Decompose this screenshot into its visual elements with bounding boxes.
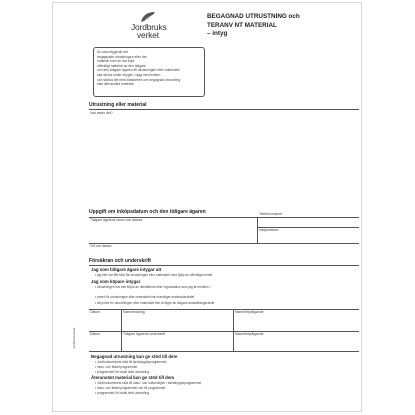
info-line-2: begagnade utrustningen eller det: [97, 54, 147, 59]
section-declaration-heading: Försäkran och underskrift: [89, 258, 151, 264]
previous-owner-label: Tidigare ägarens namn och adress: [90, 218, 143, 222]
info-line-6: ska skriva under intyget. Lägg med kvitton: [97, 72, 161, 77]
info-box: [93, 47, 205, 97]
phone-label: Telefonnummer: [259, 212, 283, 216]
divider: [89, 265, 359, 266]
sig1-signature-label: Namnteckning: [123, 310, 145, 314]
equipment-field[interactable]: [89, 115, 359, 205]
seller-bullet-1: • jag inte har fått stöd för utrustningen eller materialet med hjälp av offentliga medel: [95, 273, 213, 277]
buyer-declaration-heading: Jag som köpare intygar: [91, 279, 141, 284]
sig2-name-label: Namnförtydligande: [235, 332, 264, 336]
equipment-support-bullet-1: • Jordbruksverkets stöd till landsbygdsprogrammet,: [95, 360, 168, 364]
previous-owner-field[interactable]: [89, 222, 256, 242]
material-support-heading: Återanvänt material kan ge stöd till dem: [91, 375, 175, 380]
material-support-bullet-3: • programmet för lokalt ledd utveckling.: [95, 391, 150, 395]
equipment-field-label: Vad avser det?: [90, 111, 113, 115]
info-line-3: material som du har köpt: [97, 59, 135, 64]
buyer-bullet-2: • priset för utrustningen eller materialet inte överstiger marknadsvärdet: [95, 295, 195, 299]
equipment-support-bullet-2: • havs- och fiskeriprogrammet: [95, 365, 138, 369]
sig1-date-label: Datum: [90, 310, 100, 314]
form-page: [52, 2, 362, 412]
title-line-1: BEGAGNAD UTRUSTNING och: [207, 13, 300, 20]
material-support-bullet-2: • havs- och fiskeriprogrammet och till programmet: [95, 386, 166, 390]
buyer-bullet-3: • att priset för utrustningen eller materialet inte är lägre än tidigare anskaffningsvärde: [95, 301, 215, 305]
divider: [89, 109, 359, 110]
title-line-2: TERANV NT MATERIAL: [207, 21, 277, 29]
sig1-name-label: Namnförtydligande: [235, 310, 264, 314]
logo: [131, 11, 193, 39]
equipment-support-heading: Begagnad utrustning kan ge stöd till dem: [91, 354, 178, 359]
place-date-label: Ort och datum: [90, 244, 112, 248]
sig2-signature-label: Tidigare ägarens underskrift: [123, 332, 166, 336]
logo-line2: verket: [137, 30, 159, 40]
buyer-bullet-1: • utrustningen har inte köpts av närstående eller organisation som jag är medlem i: [95, 285, 211, 289]
purchase-date-field[interactable]: [258, 232, 358, 242]
buyer-signature-field[interactable]: [89, 314, 359, 330]
divider: [89, 243, 359, 244]
info-line-7: och skicka det med blanketten om begagnad utrustning: [97, 77, 181, 82]
equipment-support-bullet-3: • programmet för lokalt ledd utveckling.: [95, 370, 150, 374]
info-line-4: offentligt material av den tidigare: [97, 63, 146, 68]
seller-declaration-heading: Jag som tidigare ägare intygar att: [91, 267, 162, 272]
sig2-date-label: Datum: [90, 332, 100, 336]
section-purchase-heading: Uppgift om inköpsdatum och den tidigare ägaren: [89, 209, 206, 215]
place-date-field[interactable]: [89, 248, 359, 256]
info-line-1: Du ska intyga att det: [97, 50, 128, 54]
logo-line1: Jordbruks: [131, 22, 167, 32]
seller-signature-field[interactable]: [89, 336, 359, 350]
info-line-5: och den tidigare ägaren till utrustningen eller materialet: [97, 68, 180, 73]
purchase-date-label: Inköpsdatum: [259, 228, 279, 232]
form-title: [207, 13, 311, 39]
section-equipment-heading: Utrustning eller material: [89, 102, 147, 108]
title-line-3: – intyg: [207, 30, 228, 37]
divider: [89, 351, 359, 352]
material-support-bullet-1: • Jordbruksverkets stöd till natur- och kulturmiljöer i landsbygdsprogrammet,: [95, 381, 203, 385]
info-line-8: eller återanvänt material.: [97, 82, 135, 87]
side-label: Jordbruksverket: [72, 327, 76, 349]
